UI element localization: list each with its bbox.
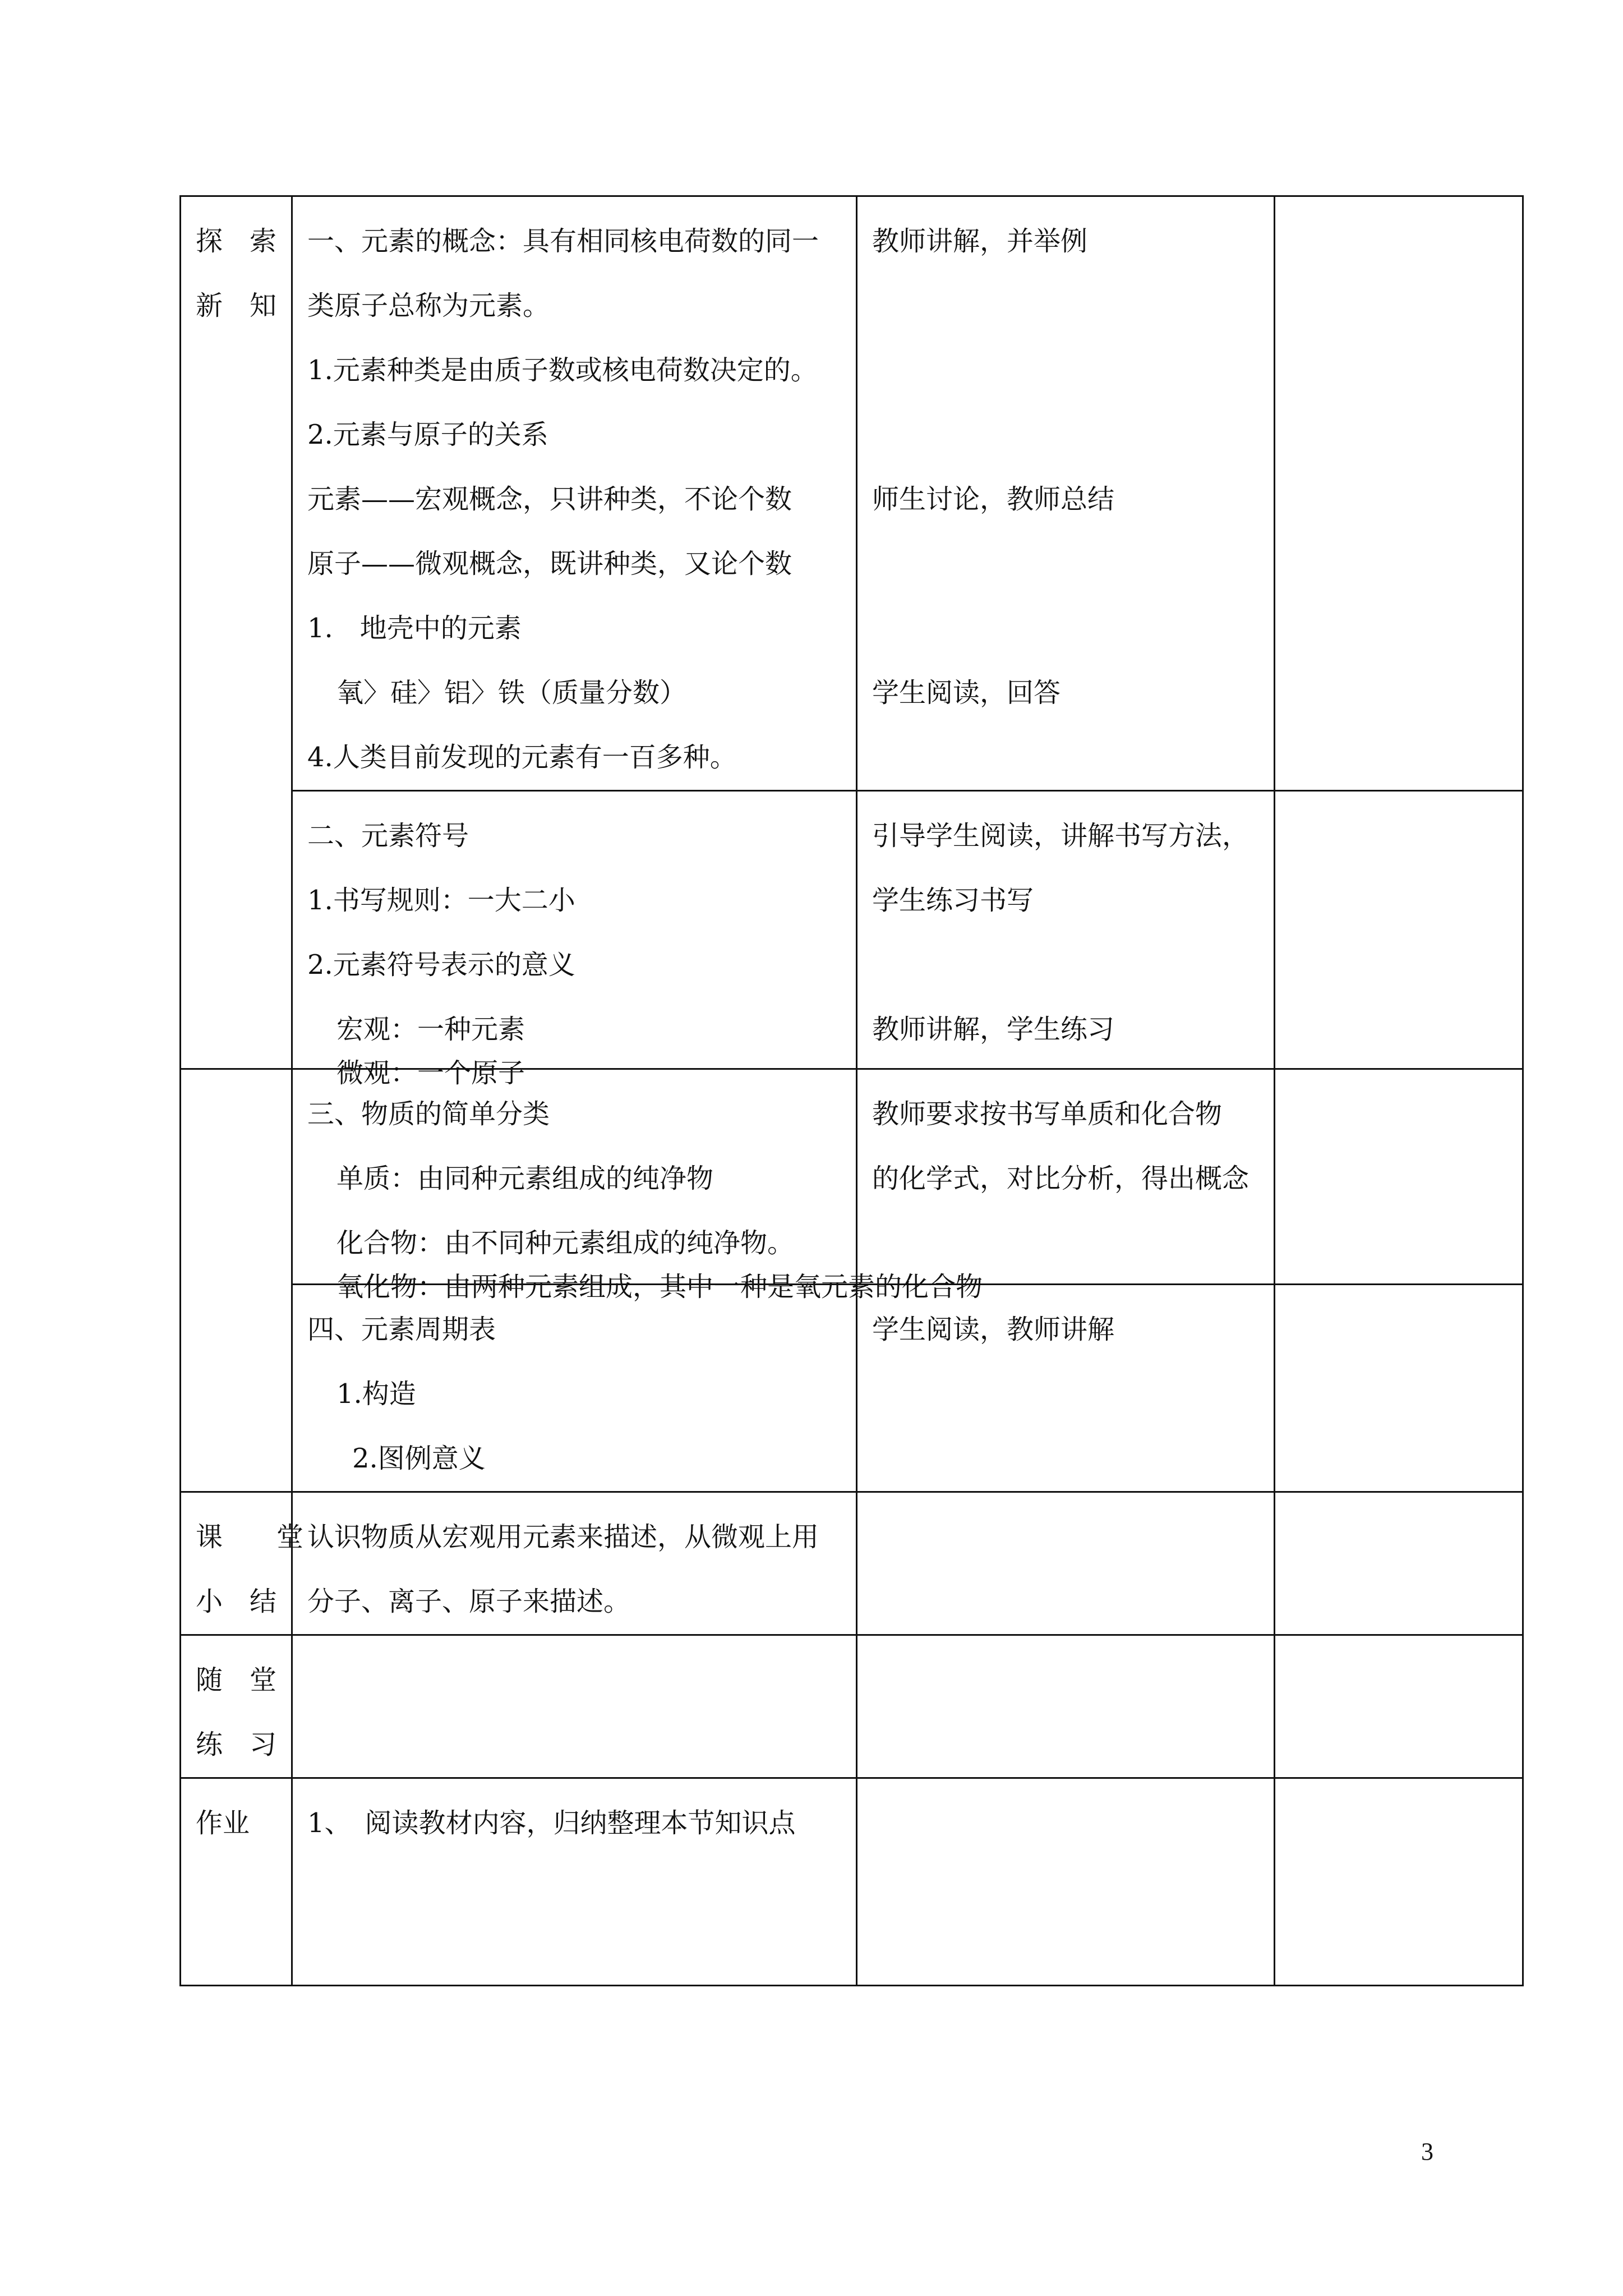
explore-method-3: 学生阅读，回答: [872, 677, 1061, 708]
periodic-method-cell: [857, 1285, 1275, 1492]
explore-line-3: 1.元素种类是由质子数或核电荷数决定的。: [307, 355, 818, 386]
explore-label-text-2: 新 知: [196, 290, 277, 321]
practice-notes-cell: [1275, 1635, 1523, 1778]
periodic-notes-cell: [1275, 1285, 1523, 1492]
classification-method-2: 的化学式，对比分析，得出概念: [872, 1163, 1249, 1194]
explore-label-2: [196, 274, 277, 338]
explore-line-2: 类原子总称为元素。: [307, 290, 550, 321]
row-explore: [181, 196, 1523, 791]
explore-line-6: 原子——微观概念，既讲种类，又论个数: [307, 548, 792, 579]
symbols-line-4: 宏观：一种元素: [336, 1014, 525, 1045]
homework-content-cell: [292, 1778, 857, 1986]
row-summary: [181, 1492, 1523, 1635]
symbols-line-1: 二、元素符号: [307, 820, 469, 852]
symbols-method-2: 学生练习书写: [872, 885, 1034, 916]
classification-notes-cell: [1275, 1069, 1523, 1285]
explore-line-9: 4.人类目前发现的元素有一百多种。: [307, 742, 737, 773]
row-classification: [181, 1069, 1523, 1285]
classification-method-cell: [857, 1069, 1275, 1285]
homework-line-1: 1、 阅读教材内容，归纳整理本节知识点: [307, 1807, 796, 1839]
summary-method-cell: [857, 1492, 1275, 1635]
summary-content-cell: [292, 1492, 857, 1635]
homework-notes-cell: [1275, 1778, 1523, 1986]
explore-line-1: 一、元素的概念：具有相同核电荷数的同一: [307, 226, 819, 257]
periodic-content-cell: [292, 1285, 857, 1492]
periodic-line-3: 2.图例意义: [352, 1443, 486, 1474]
explore-line-8: 氧〉硅〉铝〉铁（质量分数）: [336, 677, 687, 708]
summary-notes-cell: [1275, 1492, 1523, 1635]
practice-label-cell: [181, 1635, 292, 1778]
homework-label: 作业: [196, 1807, 250, 1839]
symbols-method-3: 教师讲解，学生练习: [872, 1014, 1115, 1045]
summary-line-2: 分子、离子、原子来描述。: [307, 1586, 631, 1617]
practice-method-cell: [857, 1635, 1275, 1778]
explore-line-5: 元素——宏观概念，只讲种类，不论个数: [307, 484, 792, 515]
classification-method-1: 教师要求按书写单质和化合物: [872, 1098, 1223, 1130]
summary-label-cell: [181, 1492, 304, 1635]
classification-line-1: 三、物质的简单分类: [307, 1098, 550, 1130]
summary-line-1: 认识物质从宏观用元素来描述，从微观上用: [307, 1521, 819, 1553]
explore-method-2: 师生讨论，教师总结: [872, 484, 1115, 515]
practice-content-cell: [292, 1635, 857, 1778]
periodic-method-1: 学生阅读，教师讲解: [872, 1314, 1115, 1345]
classification-content-cell: [292, 1069, 983, 1303]
symbols-line-5-clipped: 微观：一个原子: [336, 1057, 525, 1089]
explore-content-cell: [292, 196, 857, 791]
explore-method-cell: [857, 196, 1275, 791]
symbols-method-cell: [857, 791, 1275, 1069]
symbols-notes-cell: [1275, 791, 1523, 1069]
row-periodic: [181, 1285, 1523, 1492]
symbols-method-1: 引导学生阅读，讲解书写方法，: [872, 820, 1249, 852]
summary-label-1: 课 堂: [196, 1521, 304, 1553]
symbols-content-cell: [292, 791, 857, 1089]
homework-method-cell: [857, 1778, 1275, 1986]
explore-notes-cell: [1275, 196, 1523, 791]
explore-line-4: 2.元素与原子的关系: [307, 419, 548, 450]
explore-label-cell: [181, 196, 292, 1069]
classification-line-2: 单质：由同种元素组成的纯净物: [336, 1163, 714, 1194]
periodic-line-2: 1.构造: [336, 1378, 416, 1410]
row-homework: [181, 1778, 1523, 1986]
lesson-plan-table: [179, 195, 1524, 1986]
page-number: 3: [1421, 2138, 1433, 2165]
classification-label-cell: [181, 1069, 292, 1492]
classification-line-3: 化合物：由不同种元素组成的纯净物。: [336, 1227, 795, 1259]
explore-line-7: 1. 地壳中的元素: [307, 613, 522, 644]
row-symbols: [181, 791, 1523, 1069]
periodic-line-1: 四、元素周期表: [307, 1314, 496, 1345]
practice-label-1: 随 堂: [196, 1664, 277, 1696]
classification-line-4-clipped: 氧化物：由两种元素组成，其中一种是氧元素的化合物: [336, 1271, 983, 1303]
symbols-line-3: 2.元素符号表示的意义: [307, 949, 575, 981]
row-practice: [181, 1635, 1523, 1778]
explore-label-1: [196, 209, 277, 274]
explore-method-1: 教师讲解，并举例: [872, 226, 1088, 257]
summary-label-2: 小 结: [196, 1586, 277, 1617]
homework-label-cell: [181, 1778, 292, 1986]
explore-label-text-1: 探 索: [196, 226, 277, 257]
practice-label-2: 练 习: [196, 1729, 277, 1760]
symbols-line-2: 1.书写规则：一大二小: [307, 885, 575, 916]
